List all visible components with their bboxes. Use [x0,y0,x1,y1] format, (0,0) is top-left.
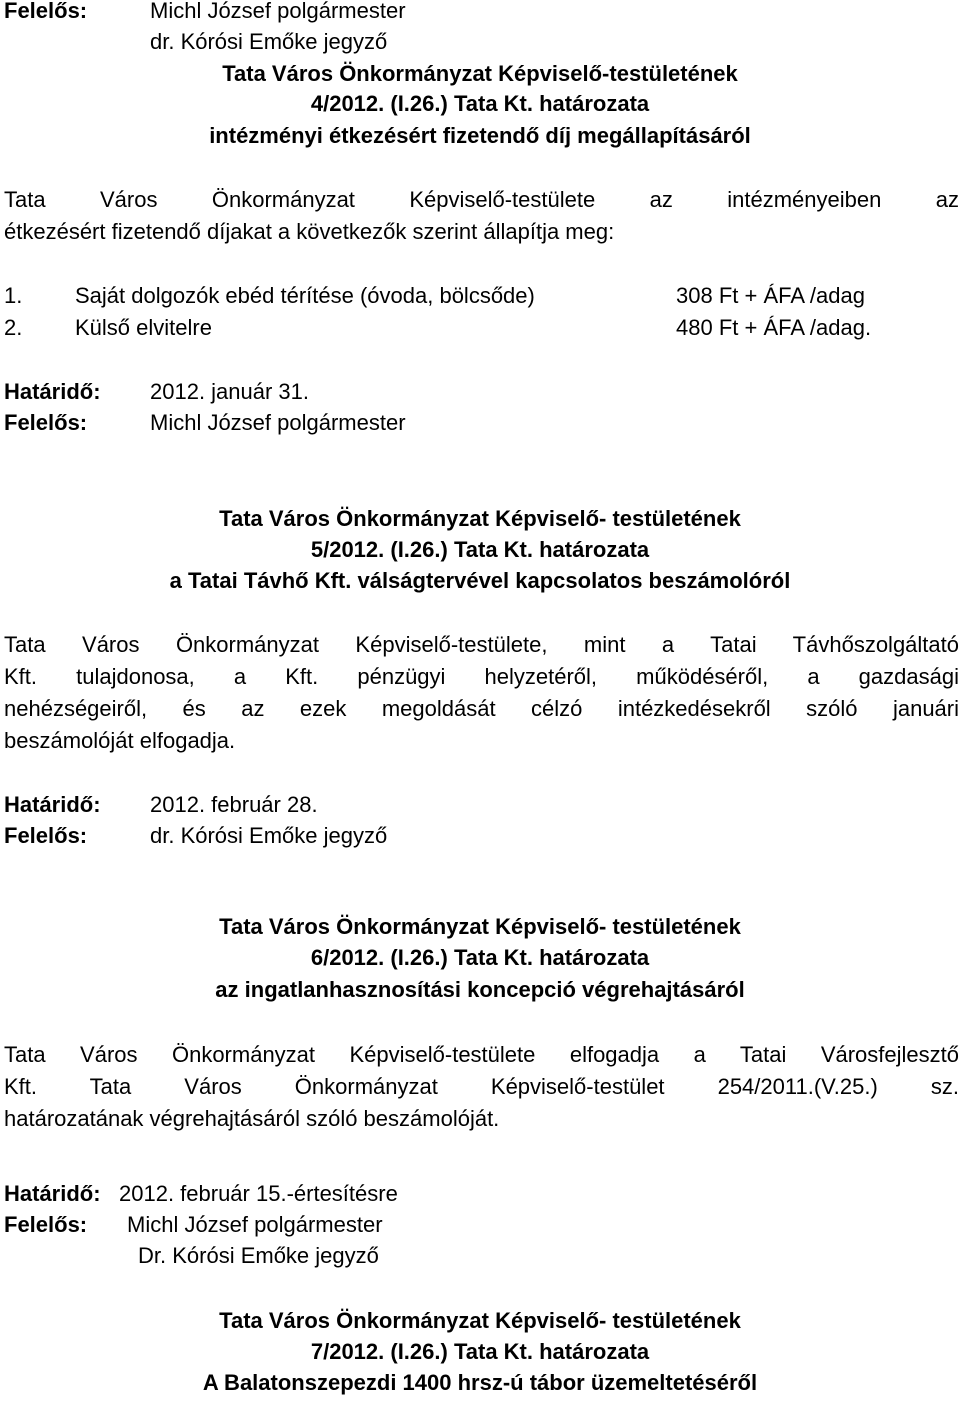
responsible-person: Michl József polgármester [150,0,406,23]
deadline-value: 2012. február 28. [150,792,318,817]
deadline-label: Határidő: [4,792,101,817]
resolution-body-line: étkezésért fizetendő díjakat a következők szerint állapítja meg: [4,219,615,244]
responsible-label: Felelős: [4,823,88,848]
resolution-body-line: Tata Város Önkormányzat Képviselő-testülete, mint a Tatai Távhőszolgáltató [4,632,959,657]
resolution-number: 7/2012. (I.26.) Tata Kt. határozata [310,1339,650,1364]
fee-item-price: 308 Ft + ÁFA /adag [676,283,865,308]
resolution-number: 6/2012. (I.26.) Tata Kt. határozata [310,945,650,970]
responsible-person: Dr. Kórósi Emőke jegyző [138,1243,379,1268]
resolution-title: Tata Város Önkormányzat Képviselő-testületének [222,61,738,86]
resolution-subject: a Tatai Távhő Kft. válságtervével kapcsolatos beszámolóról [169,568,791,593]
resolution-body-line: Tata Város Önkormányzat Képviselő-testülete az intézményeiben az [4,187,959,212]
resolution-body-line: Tata Város Önkormányzat Képviselő-testülete elfogadja a Tatai Városfejlesztő [4,1042,959,1067]
resolution-body-line: határozatának végrehajtásáról szóló beszámolóját. [4,1106,500,1131]
fee-item-text: Külső elvitelre [75,315,212,340]
responsible-label: Felelős: [4,1212,88,1237]
resolution-title: Tata Város Önkormányzat Képviselő- testületének [219,1308,741,1333]
deadline-value: 2012. január 31. [150,379,310,404]
resolution-body-line: nehézségeiről, és az ezek megoldását célzó intézkedésekről szóló januári [4,696,959,721]
fee-item-text: Saját dolgozók ebéd térítése (óvoda, bölcsőde) [75,283,535,308]
resolution-body-line: Kft. Tata Város Önkormányzat Képviselő-testület 254/2011.(V.25.) sz. [4,1074,959,1099]
resolution-subject: az ingatlanhasznosítási koncepció végrehajtásáról [215,977,745,1002]
fee-item-number: 1. [4,283,23,308]
resolution-number: 5/2012. (I.26.) Tata Kt. határozata [310,537,650,562]
resolution-body-line: beszámolóját elfogadja. [4,728,236,753]
responsible-person: Michl József polgármester [150,410,406,435]
responsible-person: dr. Kórósi Emőke jegyző [150,823,388,848]
resolution-title: Tata Város Önkormányzat Képviselő- testületének [219,506,741,531]
responsible-label: Felelős: [4,410,88,435]
resolution-number: 4/2012. (I.26.) Tata Kt. határozata [310,91,650,116]
deadline-label: Határidő: [4,1181,101,1206]
responsible-person: Michl József polgármester [127,1212,383,1237]
fee-item-price: 480 Ft + ÁFA /adag. [676,315,872,340]
resolution-subject: intézményi étkezésért fizetendő díj megállapításáról [209,123,751,148]
fee-item-number: 2. [4,315,23,340]
deadline-value: 2012. február 15.-értesítésre [119,1181,398,1206]
resolution-title: Tata Város Önkormányzat Képviselő- testületének [219,914,741,939]
responsible-person: dr. Kórósi Emőke jegyző [150,29,388,54]
deadline-label: Határidő: [4,379,101,404]
responsible-label: Felelős: [4,0,88,23]
resolution-body-line: Kft. tulajdonosa, a Kft. pénzügyi helyzetéről, működéséről, a gazdasági [4,664,959,689]
resolution-subject: A Balatonszepezdi 1400 hrsz-ú tábor üzemeltetéséről [202,1370,758,1395]
